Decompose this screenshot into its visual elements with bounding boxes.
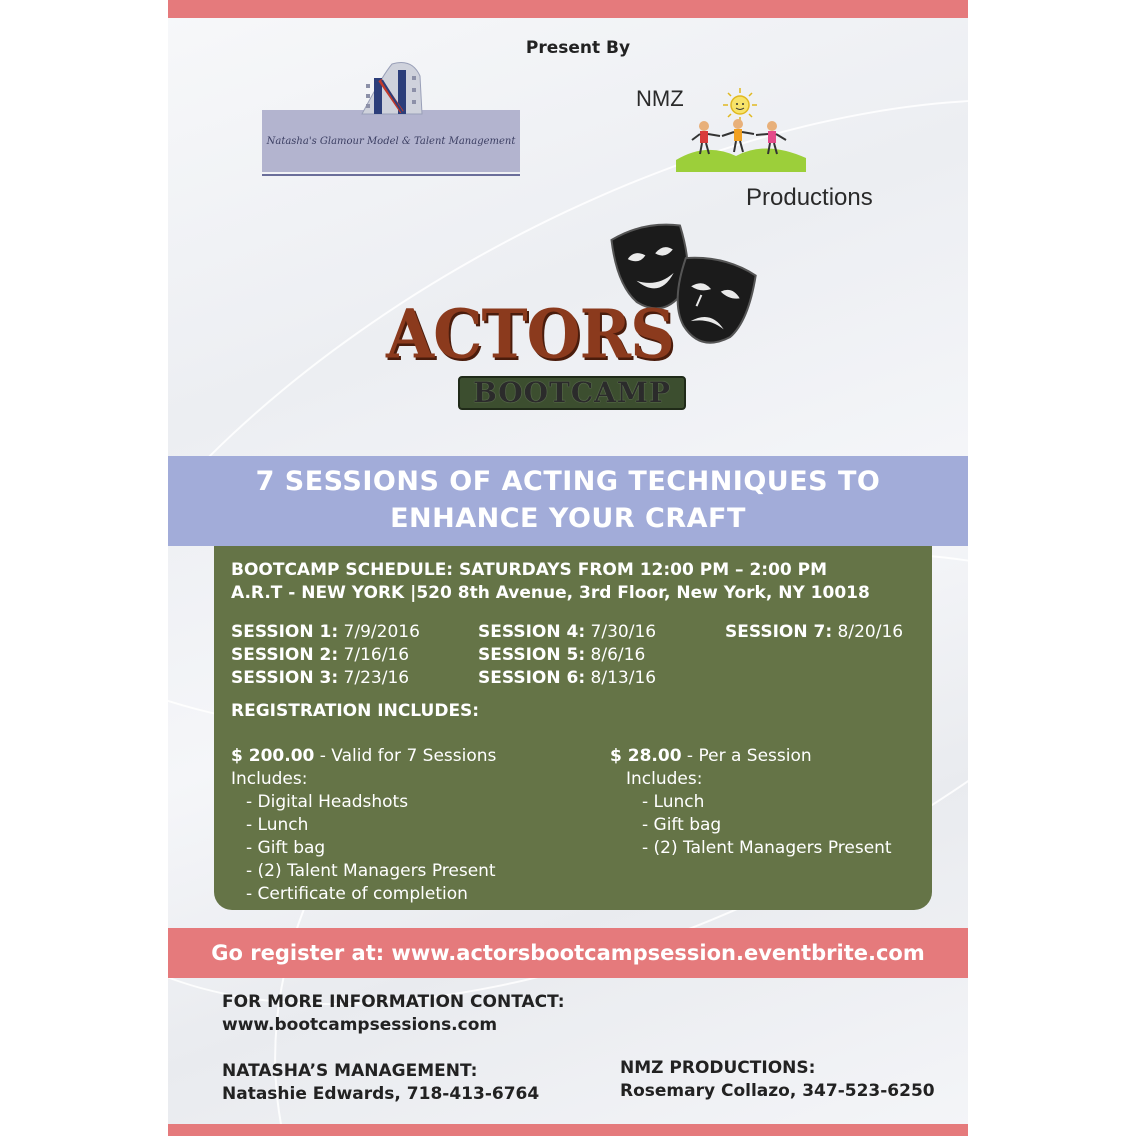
actors-title: ACTORS <box>386 295 674 374</box>
full-package-price: $ 200.00 - Valid for 7 Sessions <box>231 746 497 766</box>
single-include-item: - Lunch <box>642 792 705 812</box>
productions-text: Productions <box>746 184 873 211</box>
full-include-item: - Digital Headshots <box>246 792 409 812</box>
session-item: SESSION 1: 7/9/2016 <box>231 622 420 642</box>
single-include-item: - Gift bag <box>642 815 722 835</box>
nmz-text: NMZ <box>636 86 684 111</box>
nmz-productions-heading: NMZ PRODUCTIONS: <box>620 1058 816 1078</box>
headline-line-2: ENHANCE YOUR CRAFT <box>390 503 746 534</box>
natasha-management-heading: NATASHA’S MANAGEMENT: <box>222 1061 478 1081</box>
natasha-contact: Natashie Edwards, 718-413-6764 <box>222 1084 540 1104</box>
session-item: SESSION 7: 8/20/16 <box>725 622 904 642</box>
single-session-price: $ 28.00 - Per a Session <box>610 746 812 766</box>
top-band <box>168 0 968 18</box>
single-includes-label: Includes: <box>626 769 703 789</box>
full-include-item: - Certificate of completion <box>246 884 468 904</box>
headline-line-1: 7 SESSIONS OF ACTING TECHNIQUES TO <box>255 466 881 497</box>
present-by-text: Present By <box>525 38 631 58</box>
full-include-item: - Gift bag <box>246 838 326 858</box>
session-item: SESSION 4: 7/30/16 <box>478 622 657 642</box>
contact-heading: FOR MORE INFORMATION CONTACT: <box>222 992 565 1012</box>
film-strip-n-icon <box>262 56 520 136</box>
single-include-item: - (2) Talent Managers Present <box>642 838 892 858</box>
schedule-heading: BOOTCAMP SCHEDULE: SATURDAYS FROM 12:00 PM – 2:00 PM <box>231 560 828 580</box>
logo-card-line <box>262 174 520 176</box>
bottom-band <box>168 1124 968 1136</box>
session-item: SESSION 6: 8/13/16 <box>478 668 657 688</box>
session-item: SESSION 5: 8/6/16 <box>478 645 646 665</box>
kids-playing-icon <box>676 112 810 172</box>
session-item: SESSION 3: 7/23/16 <box>231 668 410 688</box>
flyer <box>168 0 968 1136</box>
full-include-item: - Lunch <box>246 815 309 835</box>
full-includes-label: Includes: <box>231 769 308 789</box>
registration-heading: REGISTRATION INCLUDES: <box>231 701 480 721</box>
natasha-logo <box>262 56 520 178</box>
session-item: SESSION 2: 7/16/16 <box>231 645 410 665</box>
logo-script-text: Natasha's Glamour Model & Talent Management <box>266 136 516 147</box>
venue-address: A.R.T - NEW YORK |520 8th Avenue, 3rd Floor, New York, NY 10018 <box>231 583 870 603</box>
contact-website[interactable]: www.bootcampsessions.com <box>222 1015 498 1035</box>
bootcamp-title: BOOTCAMP <box>473 376 671 409</box>
full-include-item: - (2) Talent Managers Present <box>246 861 496 881</box>
register-link[interactable]: Go register at: www.actorsbootcampsession.eventbrite.com <box>211 941 925 965</box>
nmz-contact: Rosemary Collazo, 347-523-6250 <box>620 1081 935 1101</box>
